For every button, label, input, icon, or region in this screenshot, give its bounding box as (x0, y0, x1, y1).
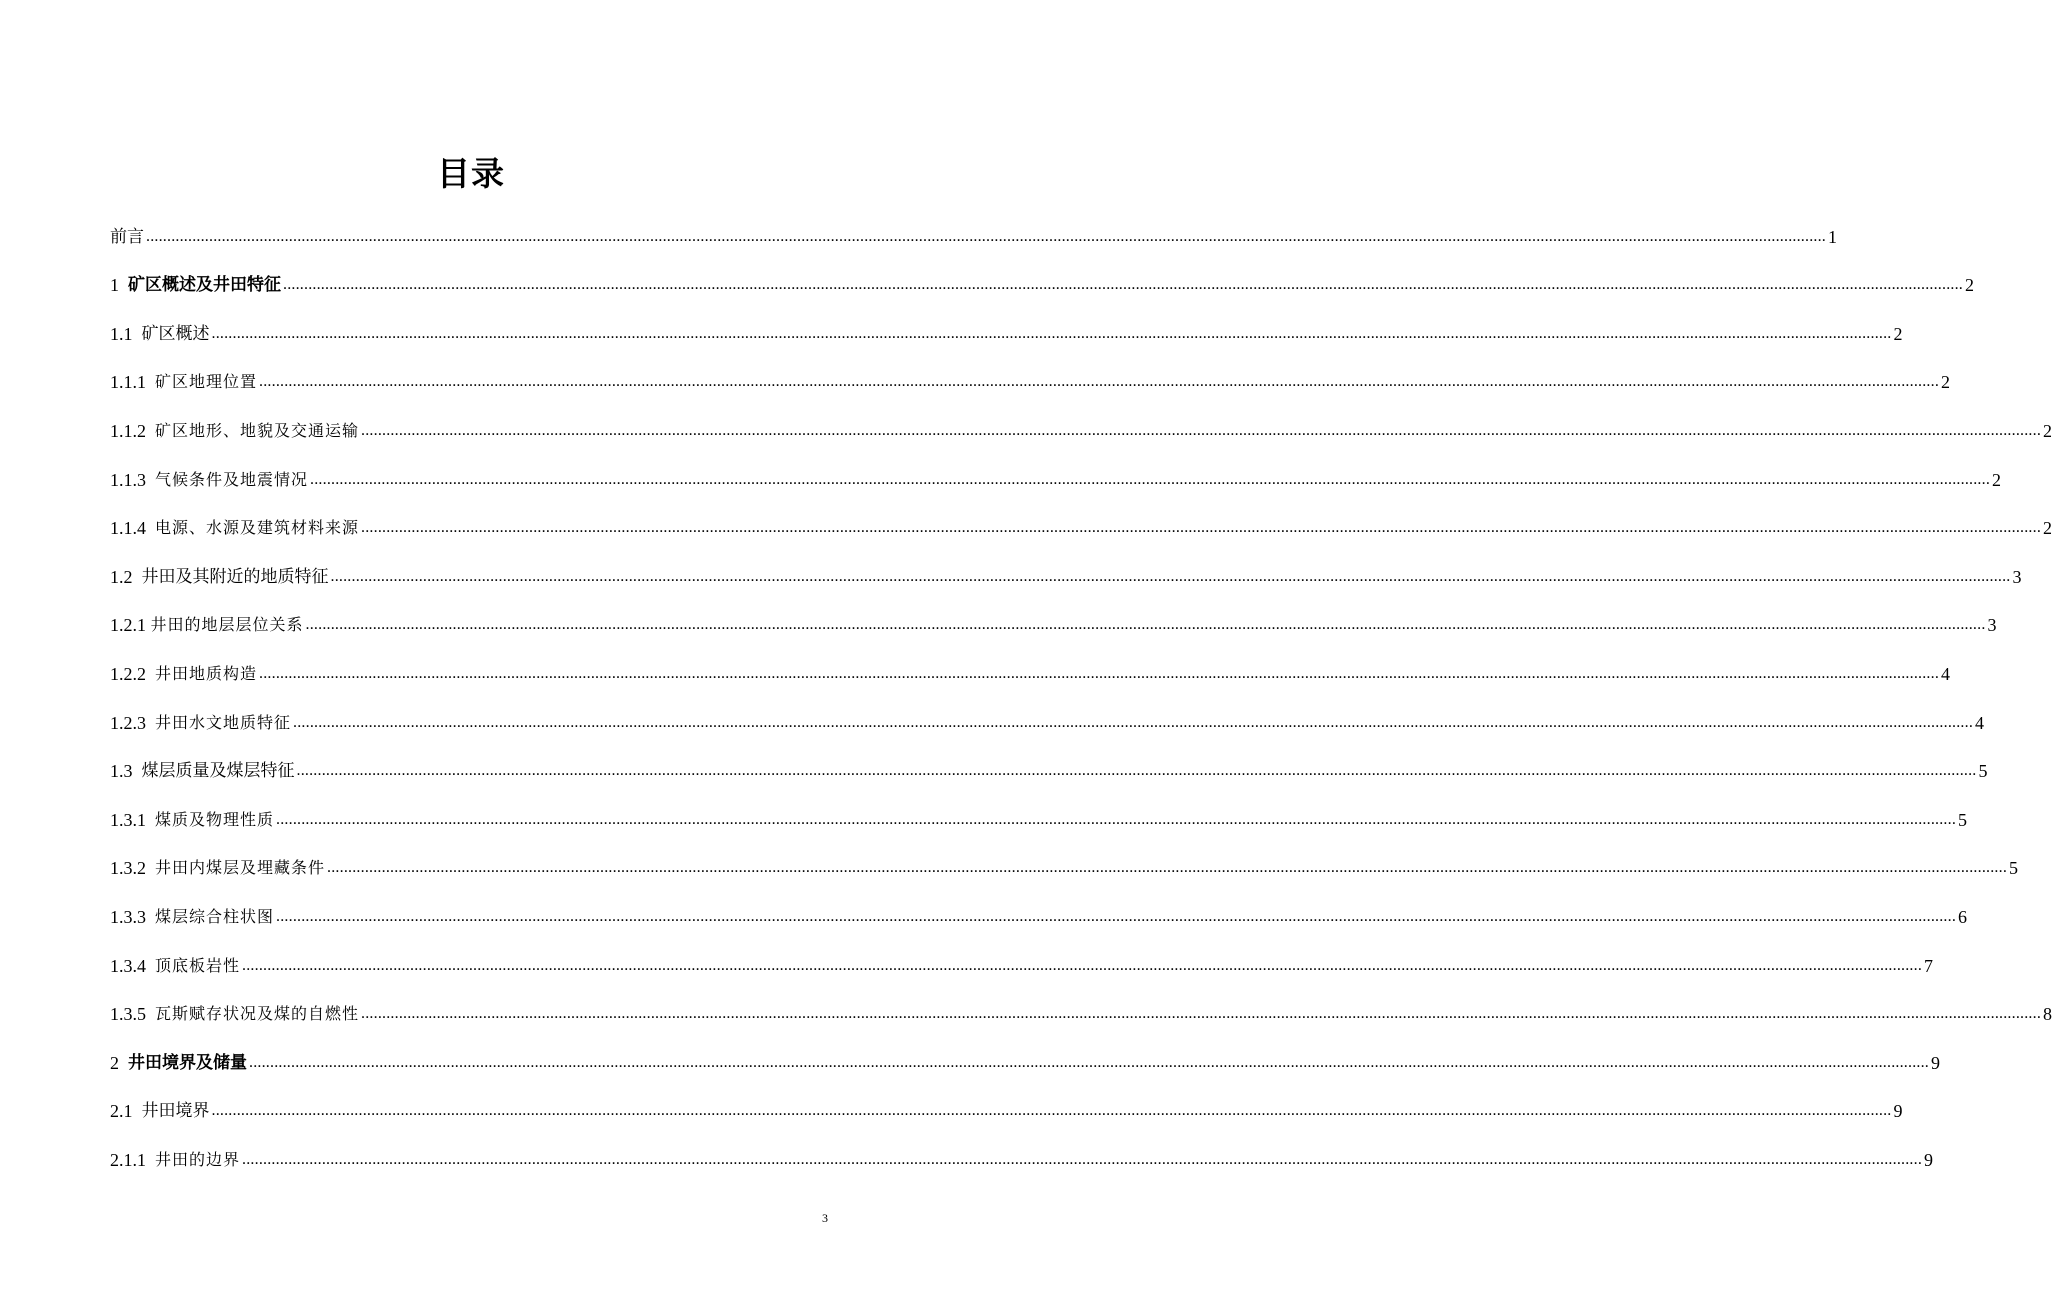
toc-entry-title: 矿区地形、地貌及交通运输 (155, 420, 360, 440)
toc-dot-leader: ................................................................................................................................................................................................................................................................................................................................................................................................................ (296, 762, 1977, 780)
toc-entry-number: 2.1.1 (110, 1149, 155, 1170)
toc-entry[interactable] (110, 491, 2052, 540)
toc-dot-leader: ................................................................................................................................................................................................................................................................................................................................................................................................................ (361, 421, 2042, 439)
toc-entry[interactable] (110, 539, 2022, 588)
toc-dot-leader: ................................................................................................................................................................................................................................................................................................................................................................................................................ (361, 519, 2042, 537)
toc-entry[interactable] (110, 734, 1988, 783)
toc-entry-page: 9 (1893, 1101, 1903, 1122)
toc-entry-page: 9 (1924, 1149, 1934, 1170)
toc-entry-page: 8 (2043, 1004, 2052, 1025)
toc-entry-title: 矿区概述 (141, 323, 210, 344)
toc-entry-title: 井田的地层层位关系 (150, 615, 304, 635)
toc-entry-page: 2 (1965, 275, 1974, 296)
toc-entry[interactable] (110, 1025, 1940, 1074)
toc-entry-number: 1.1.2 (110, 420, 155, 441)
toc-dot-leader: ................................................................................................................................................................................................................................................................................................................................................................................................................ (327, 859, 2008, 877)
toc-entry[interactable] (110, 636, 1951, 685)
toc-dot-leader: ................................................................................................................................................................................................................................................................................................................................................................................................................ (283, 276, 1963, 294)
toc-entry-title: 瓦斯赋存状况及煤的自燃性 (155, 1004, 360, 1024)
toc-entry-page: 5 (1958, 809, 1968, 830)
toc-entry[interactable] (110, 588, 1997, 637)
toc-dot-leader: ................................................................................................................................................................................................................................................................................................................................................................................................................ (242, 1150, 1923, 1168)
toc-entry[interactable] (110, 345, 1951, 394)
toc-entry-page: 7 (1924, 955, 1934, 976)
toc-entry-number: 1.3.4 (110, 955, 155, 976)
toc-entry-title: 井田地质构造 (155, 663, 258, 683)
toc-entry-page: 2 (1941, 372, 1951, 393)
toc-entry[interactable] (110, 1074, 1903, 1123)
toc-entry-page: 6 (1958, 906, 1968, 927)
toc-dot-leader: ................................................................................................................................................................................................................................................................................................................................................................................................................ (330, 567, 2011, 585)
toc-entry-number: 2.1 (110, 1101, 142, 1122)
toc-entry-title: 顶底板岩性 (155, 955, 241, 975)
toc-entry[interactable] (110, 442, 2002, 491)
toc-dot-leader: ................................................................................................................................................................................................................................................................................................................................................................................................................ (276, 907, 1957, 925)
toc-dot-leader: ................................................................................................................................................................................................................................................................................................................................................................................................................ (211, 1102, 1892, 1120)
toc-entry-page: 2 (1893, 323, 1903, 344)
toc-dot-leader: ................................................................................................................................................................................................................................................................................................................................................................................................................ (146, 227, 1826, 245)
toc-dot-leader: ................................................................................................................................................................................................................................................................................................................................................................................................................ (249, 1053, 1929, 1071)
toc-dot-leader: ................................................................................................................................................................................................................................................................................................................................................................................................................ (361, 1005, 2042, 1023)
toc-entry-number: 1.3.5 (110, 1004, 155, 1025)
toc-entry-page: 2 (1992, 469, 2002, 490)
toc-entry-page: 5 (1978, 761, 1988, 782)
toc-dot-leader: ................................................................................................................................................................................................................................................................................................................................................................................................................ (259, 373, 1940, 391)
toc-entry-number: 1.3.1 (110, 809, 155, 830)
toc-entry-title: 煤质及物理性质 (155, 809, 275, 829)
toc-entry-number: 1.3.3 (110, 906, 155, 927)
toc-entry-title: 井田水文地质特征 (155, 712, 292, 732)
toc-entry-number: 1.2.1 (110, 615, 151, 636)
toc-entry-number: 1.1.4 (110, 518, 155, 539)
toc-entry-title: 井田境界 (141, 1101, 210, 1122)
toc-entry-number: 1 (110, 275, 128, 296)
toc-entry-page: 2 (2043, 420, 2052, 441)
page-number: 3 (822, 1211, 828, 1225)
toc-entry-page: 4 (1975, 712, 1985, 733)
toc-dot-leader: ................................................................................................................................................................................................................................................................................................................................................................................................................ (259, 664, 1940, 682)
toc-entry[interactable] (110, 831, 2019, 880)
toc-entry-title: 前言 (110, 226, 144, 247)
toc-entry-page: 9 (1931, 1052, 1940, 1073)
toc-entry-title: 井田及其附近的地质特征 (141, 566, 329, 587)
toc-entry[interactable] (110, 977, 2052, 1026)
toc-entry[interactable] (110, 199, 1837, 248)
toc-entry[interactable] (110, 685, 1985, 734)
toc-entry-title: 煤层综合柱状图 (155, 906, 275, 926)
toc-entry-title: 井田的边界 (155, 1149, 241, 1169)
toc-entry-number: 1.1.1 (110, 372, 155, 393)
toc-entry-number: 1.1.3 (110, 469, 155, 490)
toc-entry-title: 矿区地理位置 (155, 372, 258, 392)
toc-entry[interactable] (110, 248, 1974, 297)
toc-entry-title: 矿区概述及井田特征 (128, 275, 281, 296)
toc-entry-page: 3 (2012, 566, 2022, 587)
toc-entry-number: 1.2.3 (110, 712, 155, 733)
toc-dot-leader: ................................................................................................................................................................................................................................................................................................................................................................................................................ (242, 956, 1923, 974)
toc-entry-title: 井田内煤层及埋藏条件 (155, 858, 326, 878)
toc-entry-number: 1.2 (110, 566, 142, 587)
toc-entry-title: 煤层质量及煤层特征 (141, 761, 295, 782)
toc-entry-number: 1.2.2 (110, 663, 155, 684)
toc-entry-page: 2 (2043, 518, 2052, 539)
toc-entry[interactable] (110, 296, 1903, 345)
toc-entry-number: 1.3.2 (110, 858, 155, 879)
toc-entry-title: 电源、水源及建筑材料来源 (155, 518, 360, 538)
toc-dot-leader: ................................................................................................................................................................................................................................................................................................................................................................................................................ (293, 713, 1974, 731)
toc-entry-title: 井田境界及储量 (128, 1052, 247, 1073)
toc-entry[interactable] (110, 879, 1968, 928)
toc-entry-page: 3 (1987, 615, 1997, 636)
page-title: 目录 (437, 154, 505, 193)
toc-entry-number: 1.3 (110, 761, 142, 782)
toc-entry-title: 气候条件及地震情况 (155, 469, 309, 489)
toc-dot-leader: ................................................................................................................................................................................................................................................................................................................................................................................................................ (276, 810, 1957, 828)
toc-entry[interactable] (110, 393, 2052, 442)
toc-dot-leader: ................................................................................................................................................................................................................................................................................................................................................................................................................ (211, 324, 1892, 342)
toc-dot-leader: ................................................................................................................................................................................................................................................................................................................................................................................................................ (305, 616, 1986, 634)
toc-entry[interactable] (110, 928, 1934, 977)
toc-entry[interactable] (110, 782, 1968, 831)
toc-entry-page: 5 (2009, 858, 2019, 879)
table-of-contents (110, 199, 2052, 1171)
toc-dot-leader: ................................................................................................................................................................................................................................................................................................................................................................................................................ (310, 470, 1991, 488)
toc-entry[interactable] (110, 1122, 1934, 1171)
toc-entry-page: 1 (1828, 226, 1837, 247)
toc-entry-number: 1.1 (110, 323, 142, 344)
toc-entry-number: 2 (110, 1052, 128, 1073)
toc-entry-page: 4 (1941, 663, 1951, 684)
